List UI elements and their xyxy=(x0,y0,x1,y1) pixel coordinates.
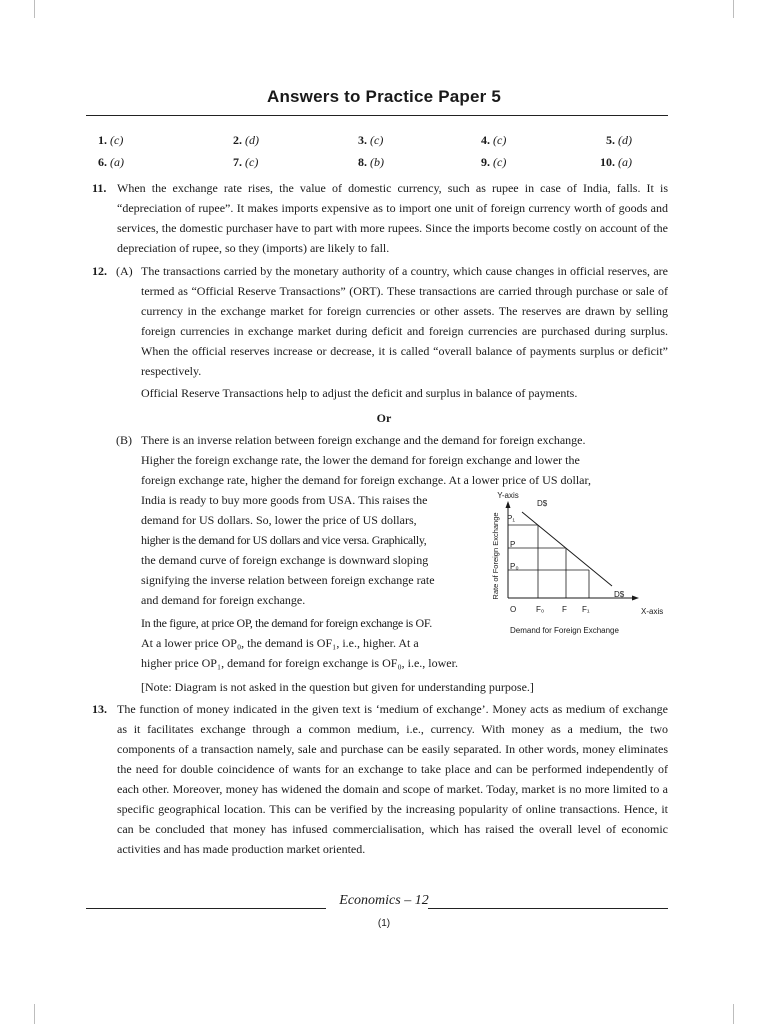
answer-1: 1. (c) xyxy=(98,133,124,147)
answer-5: 5. (d) xyxy=(606,133,632,147)
answer-9: 9. (c) xyxy=(481,155,507,169)
answer-2: 2. (d) xyxy=(233,133,259,147)
demand-curve-bottom-label: D$ xyxy=(614,590,625,599)
q12-b-line-10: In the figure, at price OP, the demand for foreign exchange is OF. xyxy=(141,616,432,630)
q12-b-line-4: India is ready to buy more goods from USA. This raises the xyxy=(141,493,428,507)
q13-number: 13. xyxy=(92,702,107,716)
answer-3: 3. (c) xyxy=(358,133,384,147)
page-title: Answers to Practice Paper 5 xyxy=(266,87,502,106)
q12-b-line-11: At a lower price OP₀, the demand is OF₁, i.e., higher. At a xyxy=(141,636,419,650)
y-axis-label: Y-axis xyxy=(497,491,519,500)
q12-number: 12. xyxy=(92,264,107,278)
q11-number: 11. xyxy=(92,181,107,195)
q13-answer: The function of money indicated in the given text is ‘medium of exchange’. Money acts as medium of exchange as it facilitates exchange through a common medium, i.e., currency. With money as a medium, the two components of a transaction namely, sale and purchase can be easily separated. In other words, money eliminates the need for double coincidence of wants for an exchange to take place and can be performed independently of each other. Moreover, money has widened the domain and scope of market. Today, market is no more limited to a specific geographical location. This can be verified by the increasing popularity of online transactions. Hence, it can be concluded that money has infused commercialisation, which has raised the overall level of economic activities and has made production market oriented. xyxy=(117,702,668,856)
or-separator: Or xyxy=(376,411,392,425)
demand-graph xyxy=(482,488,672,640)
qty-label-f0: F₀ xyxy=(536,605,545,614)
qty-label-f1: F₁ xyxy=(582,605,590,614)
crop-mark-bottom-right xyxy=(733,1004,734,1024)
q12-b-line-9: and demand for foreign exchange. xyxy=(141,593,306,607)
answer-8: 8. (b) xyxy=(358,155,384,169)
price-label-p1: P₁ xyxy=(507,514,516,523)
x-axis-arrowhead xyxy=(632,596,639,601)
demand-curve-top-label: D$ xyxy=(537,499,548,508)
crop-mark-top-right xyxy=(733,0,734,18)
q12-part-a-text: The transactions carried by the monetary authority of a country, which cause changes in official reserves, are termed as “Official Reserve Transactions” (ORT). These transactions are carried through purchase or sale of currency in the exchange market for foreign currencies or other assets. The reserves are drawn by selling foreign currencies in exchange market during deficit and foreign currencies are purchased during surplus. When the official reserves increase or decrease, it is called “overall balance of payments surplus or deficit” respectively. xyxy=(141,264,668,378)
q12-b-line-7: the demand curve of foreign exchange is downward sloping xyxy=(141,553,429,567)
q12-b-line-3: foreign exchange rate, higher the demand for foreign exchange. At a lower price of US dollar, xyxy=(141,473,592,487)
answer-10: 10. (a) xyxy=(600,155,632,169)
y-axis-title: Rate of Foreign Exchange xyxy=(491,512,500,600)
x-axis-label: X-axis xyxy=(641,607,664,616)
answer-4: 4. (c) xyxy=(481,133,507,147)
qty-label-f: F xyxy=(562,605,567,614)
q12-b-line-8: signifying the inverse relation between foreign exchange rate xyxy=(141,573,435,587)
price-label-p: P xyxy=(510,540,516,549)
page-number: (1) xyxy=(377,918,391,929)
price-label-p0: P₀ xyxy=(510,562,519,571)
answer-7: 7. (c) xyxy=(233,155,259,169)
q12-b-line-1: There is an inverse relation between foreign exchange and the demand for foreign exchange. xyxy=(141,433,586,447)
q12-part-b-label: (B) xyxy=(116,433,132,447)
answers-row-1 xyxy=(98,133,658,151)
q12-b-line-6: higher is the demand for US dollars and vice versa. Graphically, xyxy=(141,533,427,547)
q12-b-line-5: demand for US dollars. So, lower the price of US dollars, xyxy=(141,513,417,527)
answers-row-2 xyxy=(98,155,658,173)
crop-mark-top-left xyxy=(34,0,35,18)
title-rule xyxy=(86,115,668,116)
q12-part-a-text-2: Official Reserve Transactions help to adjust the deficit and surplus in balance of payments. xyxy=(141,386,578,400)
q12-note: [Note: Diagram is not asked in the question but given for understanding purpose.] xyxy=(141,680,534,694)
answer-6: 6. (a) xyxy=(98,155,124,169)
q11-answer: When the exchange rate rises, the value of domestic currency, such as rupee in case of India, falls. It is “depreciation of rupee”. It makes imports expensive as to import one unit of foreign currency worth of goods and services, the domestic purchaser have to part with more rupees. Since the imports become costly on account of the depreciation of rupee, so they (imports) are likely to fall. xyxy=(117,181,668,255)
crop-mark-bottom-left xyxy=(34,1004,35,1024)
demand-curve xyxy=(522,512,612,586)
x-axis-title: Demand for Foreign Exchange xyxy=(510,626,619,635)
footer-subject: Economics – 12 xyxy=(339,893,429,908)
q12-part-a-label: (A) xyxy=(116,264,133,278)
q12-b-line-2: Higher the foreign exchange rate, the lower the demand for foreign exchange and lower the xyxy=(141,453,580,467)
origin-label: O xyxy=(510,605,517,614)
footer-rule-right xyxy=(428,908,668,909)
q12-b-line-12: higher price OP₁, demand for foreign exchange is OF₀, i.e., lower. xyxy=(141,656,458,670)
